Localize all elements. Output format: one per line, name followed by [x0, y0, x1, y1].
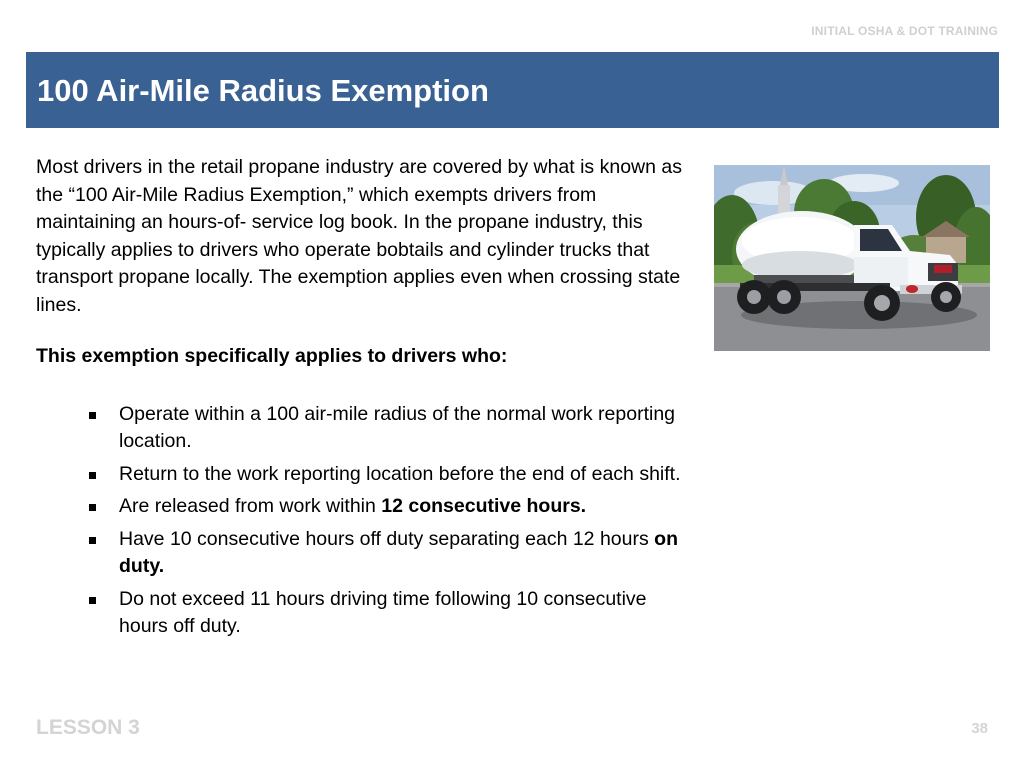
list-item [36, 586, 696, 641]
slide-title: 100 Air-Mile Radius Exemption [37, 73, 489, 108]
page-number: 38 [971, 720, 988, 737]
square-bullet-icon [89, 412, 96, 419]
list-item [36, 461, 696, 489]
course-label: INITIAL OSHA & DOT TRAINING [811, 24, 998, 38]
requirements-list [36, 401, 696, 641]
bullet-bold-text: 12 consecutive hours. [381, 495, 587, 517]
list-item [36, 493, 696, 521]
square-bullet-icon [89, 597, 96, 604]
list-item [36, 401, 696, 456]
propane-truck-photo [714, 165, 990, 351]
lesson-label: LESSON 3 [36, 716, 140, 739]
bullet-text: Operate within a 100 air-mile radius of the normal work reporting location. [119, 402, 676, 452]
bullet-text: Do not exceed 11 hours driving time following 10 consecutive hours off duty. [119, 587, 647, 637]
bullet-text: Are released from work within [119, 495, 382, 517]
list-item [36, 526, 696, 581]
square-bullet-icon [89, 504, 96, 511]
bullet-bold-text: on duty. [119, 527, 678, 577]
title-bar [26, 52, 999, 128]
lead-sentence: This exemption specifically applies to drivers who: [36, 345, 508, 367]
square-bullet-icon [89, 537, 96, 544]
bullet-text: Return to the work reporting location before the end of each shift. [119, 462, 681, 485]
bullet-text: Have 10 consecutive hours off duty separating each 12 hours [119, 527, 655, 550]
slide-body [36, 154, 696, 646]
square-bullet-icon [89, 472, 96, 479]
intro-paragraph: Most drivers in the retail propane industry are covered by what is known as the “100 Air-Mile Radius Exemption,” which exempts drivers from maintaining an hours-of- service log book. In the propane industry, this typically applies to drivers who operate bobtails and cylinder trucks that transport propane locally. The exemption applies even when crossing state lines. [36, 156, 682, 316]
